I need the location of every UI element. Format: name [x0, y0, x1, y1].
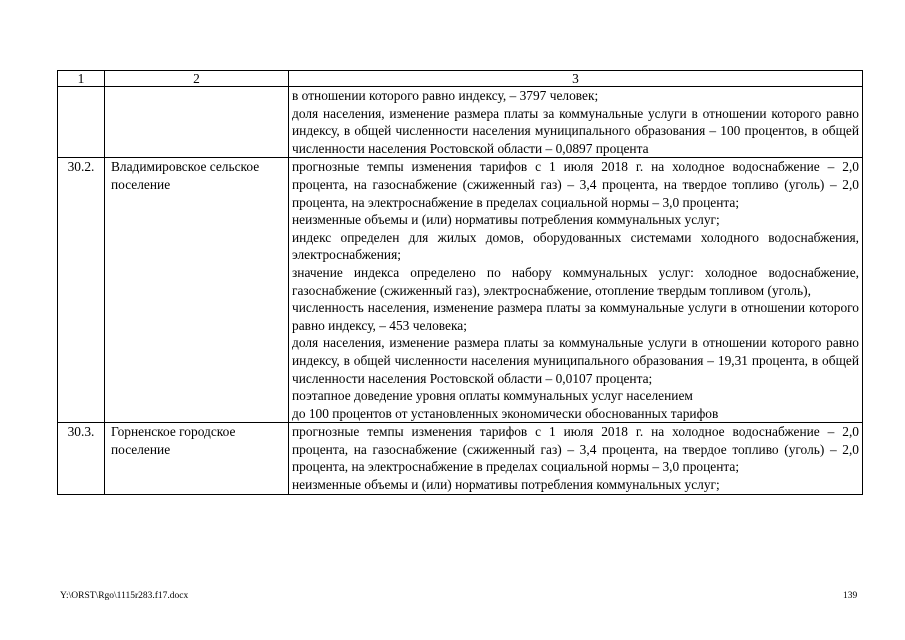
- paragraph: неизменные объемы и (или) нормативы потребления коммунальных услуг;: [292, 212, 720, 228]
- row-description: [289, 423, 863, 494]
- page-number: 139: [843, 591, 858, 601]
- header-cell-3: 3: [289, 71, 863, 87]
- footer-file-path: Y:\ORST\Rgo\1115r283.f17.docx: [60, 591, 189, 601]
- paragraph: прогнозные темпы изменения тарифов с 1 июля 2018 г. на холодное водоснабжение – 2,0 процента, на газоснабжение (сжиженный газ) – 3,4 процента, на твердое топливо (уголь) – 2,0 процента, на электроснабжение в пределах социальной нормы – 3,0 процента;: [292, 424, 859, 475]
- paragraph: значение индекса определено по набору коммунальных услуг: холодное водоснабжение, газоснабжение (сжиженный газ), электроснабжение, отопление твердым топливом (уголь),: [292, 264, 859, 298]
- row-number: 30.2.: [58, 158, 105, 423]
- header-cell-2: 2: [105, 71, 289, 87]
- header-row: [58, 71, 863, 87]
- paragraph: неизменные объемы и (или) нормативы потребления коммунальных услуг;: [292, 477, 720, 493]
- paragraph: доля населения, изменение размера платы за коммунальные услуги в отношении которого равно индексу, в общей численности населения муниципального образования – 19,31 процента, в общей численности населения Ростовской области – 0,0107 процента;: [292, 335, 859, 386]
- paragraph: численность населения, изменение размера платы за коммунальные услуги в отношении которого равно индексу, – 453 человека;: [292, 300, 859, 333]
- row-number: [58, 87, 105, 158]
- document-table: [57, 70, 863, 495]
- paragraph: в отношении которого равно индексу, – 3797 человек;: [292, 88, 599, 103]
- row-description: [289, 87, 863, 158]
- settlement-name: Владимировское сельское поселение: [105, 158, 289, 423]
- settlement-name: [105, 87, 289, 158]
- table-row: [58, 87, 863, 158]
- table-row: [58, 423, 863, 494]
- table-row: [58, 158, 863, 423]
- header-cell-1: 1: [58, 71, 105, 87]
- paragraph: индекс определен для жилых домов, оборудованных системами холодного водоснабжения, электроснабжения;: [292, 229, 859, 263]
- paragraph: до 100 процентов от установленных экономически обоснованных тарифов: [292, 405, 719, 421]
- paragraph: доля населения, изменение размера платы за коммунальные услуги в отношении которого равно индексу, в общей численности населения муниципального образования – 100 процентов, в общей численности населения Ростовской области – 0,0897 процента: [292, 105, 859, 156]
- paragraph: поэтапное доведение уровня оплаты коммунальных услуг населением: [292, 388, 693, 404]
- settlement-name: Горненское городское поселение: [105, 423, 289, 494]
- row-description: [289, 158, 863, 423]
- row-number: 30.3.: [58, 423, 105, 494]
- paragraph: прогнозные темпы изменения тарифов с 1 июля 2018 г. на холодное водоснабжение – 2,0 процента, на газоснабжение (сжиженный газ) – 3,4 процента, на твердое топливо (уголь) – 2,0 процента, на электроснабжение в пределах социальной нормы – 3,0 процента;: [292, 159, 859, 210]
